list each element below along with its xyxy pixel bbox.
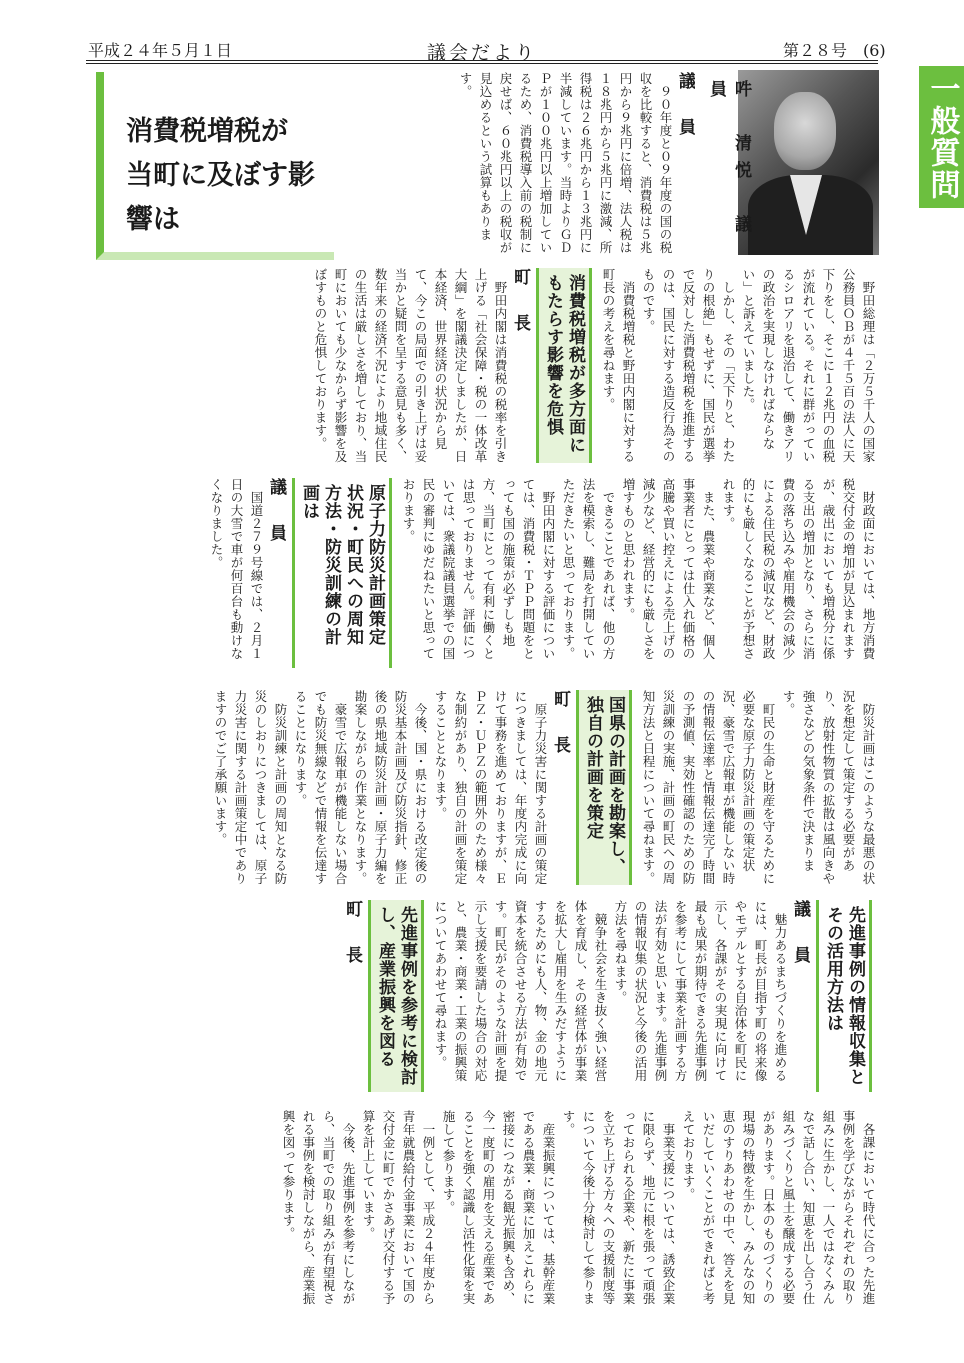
speaker-label: 議 員 — [266, 478, 286, 547]
paragraph: 各課において時代に合った先進事例を学びながらそれぞれの取り組みに生かし、一人ではなくみんなで話し合い、知恵を出し合う仕組みづくりと風土を醸成する必要があります。日本のものづくりの現場の特徴を生かし、みんなの知恵のすりあわせの中で、答えを見いだしていくことができればと考えております。 — [681, 1110, 876, 1305]
paragraph: できることであれば、他の方法を模索し、難局を打開していただきたいと思っております。 — [561, 478, 616, 660]
band-4 — [88, 690, 878, 885]
paragraph: 事業支援については、誘致企業に限らず、地元に根を張って頑張っておられる企業や、新たに事業を立ち上げる方々への支援制度等について今後十分検討して参ります。 — [561, 1110, 676, 1305]
header-rule-thin — [86, 63, 878, 64]
section-tab: 一般質問 — [919, 66, 964, 208]
publication-title: 議会だより — [426, 42, 537, 64]
paragraph: 今後、先進事例を参考にしながら、当町での取り組みが有望視される事例を検討しながら、産業振興を図って参ります。 — [281, 1110, 356, 1305]
article-title-line-2: 当町に及ぼす影響は — [126, 160, 315, 235]
paragraph: 野田総理は「２万５千人の国家公務員ＯＢが４千５百の法人に天下りをし、そこに１２兆円の血税が流れている。それに群がっているシロアリを退治して、働きアリの政治を実現しなければならない」と訴えていました。 — [741, 268, 876, 463]
paragraph: しかし、その「天下りと、わたりの根絶」もせずに、国民が選挙で反対した消費税増税を推進するのは、国民に対する造反行為そのものです。 — [641, 268, 736, 463]
band-2 — [88, 268, 878, 463]
speaker-label: 町 長 — [510, 268, 530, 337]
issue-number: 第２８号 (6) — [783, 41, 886, 60]
question-heading: 先進事例の情報収集とその活用方法は — [816, 900, 872, 1092]
paragraph: 防災訓練と計画の周知となる防災のしおりにつきましては、原子力災害に関する計画策定中でありますのでご了承願います。 — [213, 690, 288, 885]
band-3 — [88, 478, 878, 668]
paragraph: 町民の生命と財産を守るために必要な原子力防災計画の策定状況、豪雪で広報車が機能しない時の情報伝達率と情報伝達完了時間の予測値、実効性確認のための防災訓練の実施、計画の町民への周知方法と日程について尋ねます。 — [641, 690, 776, 885]
issue-date: 平成２４年５月１日 — [88, 41, 233, 60]
paragraph: 野田内閣は消費税の税率を引き上げる「社会保障・税の一体改革大綱」を閣議決定しましたが、日本経済、世界経済の状況から見て、今この局面での引き上げは妥当かと疑問を呈する意見も多く、数年来の経済不況により地域住民の生活は厳しさを増しており、当町においても少なからず影響を及ぼすものと危惧しております。 — [313, 268, 508, 463]
question-heading: 原子力防災計画策定状況・町民への周知方法・防災訓練の計画は — [292, 478, 392, 668]
answer-heading: 国県の計画を勘案し、独自の計画を策定 — [576, 690, 632, 885]
speaker-label: 議 員 — [790, 900, 810, 969]
speaker-label: 町 長 — [342, 900, 362, 969]
paragraph: また、農業や商業など、個人事業者にとっては仕入れ価格の高騰や買い控えによる売上げの減少など、経営的にも厳しさを増すものと思われます。 — [621, 478, 716, 660]
section1-block — [340, 72, 695, 258]
paragraph: 産業振興については、基幹産業である農業・商業に加えこれらに密接につながる観光振興も含め、今一度町の雇用を支える産業であることを強く認識し活性化策を実施して参ります。 — [441, 1110, 556, 1305]
paragraph: 一例として、平成２４年度から青年就農給付金事業において国の交付金に町でかさあげ交付する予算を計上しています。 — [361, 1110, 436, 1305]
paragraph: 野田内閣に対する評価については、消費税・ＴＰＰ問題をとっても国の施策が必ずしも地方、当町にとって有利に働くとは思っておりません。評価については、衆議院議員選挙での国民の審判にゆだねたいと思っております。 — [401, 478, 556, 660]
paragraph: 原子力災害に関する計画の策定につきましては、年度内完成に向けて事務を進めておりますが、ＥＰＺ・ＵＰＺの範囲外のため様々な制約があり、独自の計画を策定することとなります。 — [433, 690, 548, 885]
answer-heading: 先進事例を参考に検討し、産業振興を図る — [368, 900, 424, 1092]
speaker-label: 議 員 — [675, 72, 695, 141]
band-6 — [88, 1110, 878, 1310]
article-title — [126, 110, 334, 242]
answer-heading: 消費税増税が多方面にもたらす影響を危惧 — [536, 268, 592, 463]
paragraph: 豪雪で広報車が機能しない場合でも防災無線などで情報を伝達することになります。 — [293, 690, 348, 885]
paragraph: ９０年度と０９年度の国の税収を比較すると、消費税は５兆円から９兆円に倍増、法人税は１８兆円から５兆円に激減、所得税は２６兆円から１３兆円に半減しています。当時よりＧＤＰが１００兆円以上増加しているため、消費税導入前の税制に戻せば、６０兆円以上の税収が見込めるという試算もあります。 — [458, 72, 673, 254]
paragraph: 今後、国・県における改定後の防災基本計画及び防災指針、修正後の県地域防災計画・原子力編を勘案しながらの作業となります。 — [353, 690, 428, 885]
paragraph: 国道２７９号線では、２月１日の大雪で車が何百台も動けなくなりました。 — [209, 478, 264, 660]
article-title-line-1: 消費税増税が — [126, 116, 288, 147]
header-rule — [86, 60, 878, 61]
paragraph: 財政面においては、地方消費税交付金の増加が見込まれますが、歳出においても増税分に係る支出の増加となり、さらに消費の落ち込みや雇用機会の減少による住民税の減収など、財政的にも厳しくなることが予想されます。 — [721, 478, 876, 660]
questioner-name: 吽 清悦 議員 — [706, 80, 751, 242]
questioner-photo — [738, 70, 879, 255]
paragraph: 魅力あるまちづくりを進めるには、町長が目指す町の将来像やモデルとする自治体を町民に示し、各課がその実現に向けて最も成果が期待できる先進事例を参考にして事業を計画する方法が有効と思います。先進事例の情報収集の状況と今後の活用方法を尋ねます。 — [613, 900, 788, 1082]
paragraph: 防災計画はこのような最悪の状況を想定して策定する必要があり、放射性物質の拡散は風向きや強さなどの気象条件で決まります。 — [781, 690, 876, 885]
speaker-label: 町 長 — [550, 690, 570, 759]
paragraph: 競争社会を生き抜く強い経営体を育成し、その経営体が事業を拡大し雇用を生みだすようにするためにも人、物、金の地元資本を統合させる方法が有効です。町民がそのような計画を提示し支援を要請した場合の対応と、農業・商業・工業の振興策についてあわせて尋ねます。 — [433, 900, 608, 1082]
band-5 — [88, 900, 878, 1092]
paragraph: 消費税増税と野田内閣に対する町長の考えを尋ねます。 — [601, 268, 636, 463]
article-title-box — [96, 72, 334, 260]
